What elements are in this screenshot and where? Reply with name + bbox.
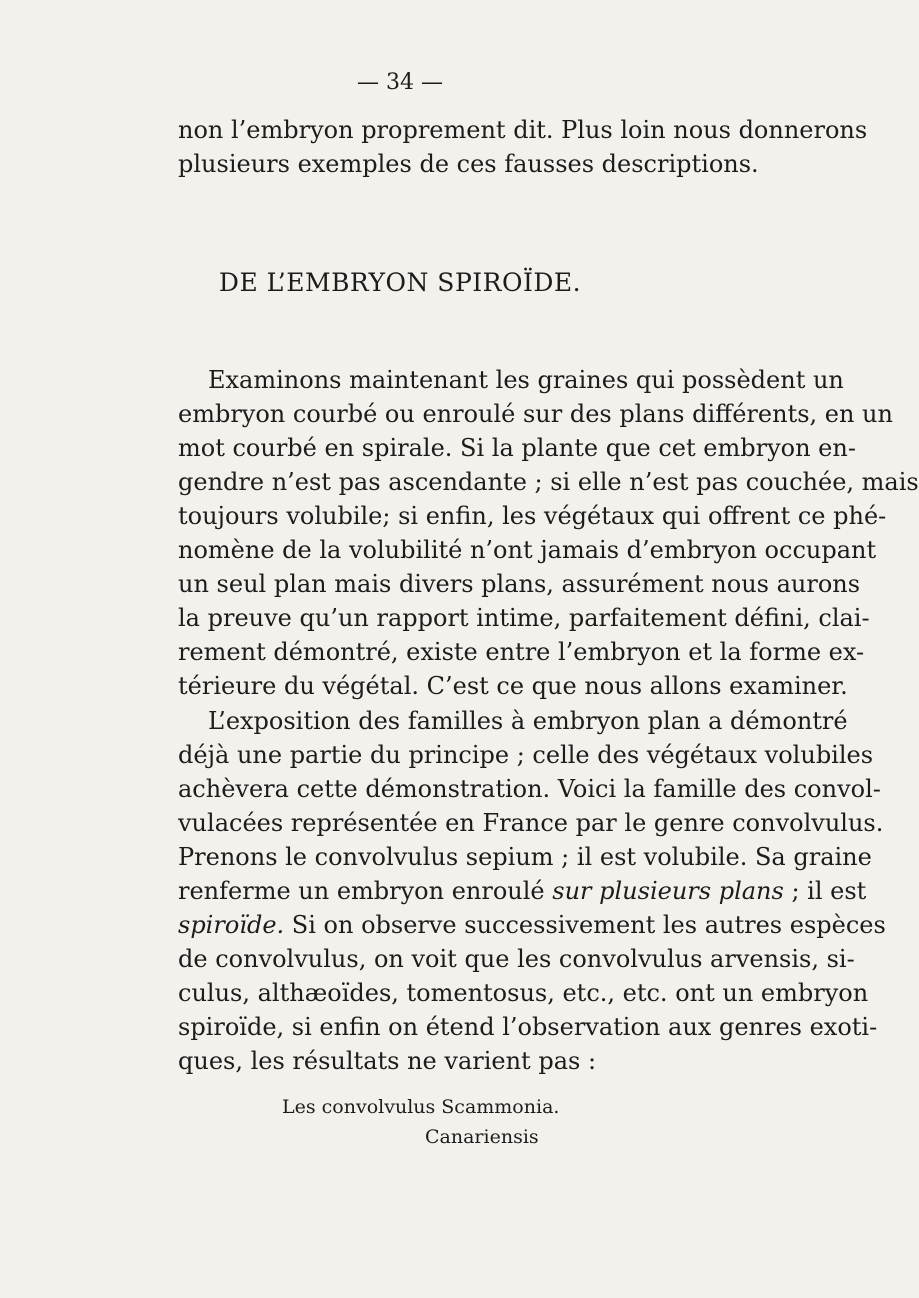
body-line: vulacées représentée en France par le genre convolvulus. [178, 809, 884, 837]
body-line: toujours volubile; si enfin, les végétaux qui offrent ce phé- [178, 502, 887, 530]
species-list-line: Les convolvulus Scammonia. [282, 1096, 560, 1118]
text-run: renferme un embryon enroulé [178, 877, 553, 905]
text-run: Si on observe successivement les autres espèces [284, 911, 886, 939]
body-line: plusieurs exemples de ces fausses descriptions. [178, 150, 759, 178]
body-line: embryon courbé ou enroulé sur des plans différents, en un [178, 400, 893, 428]
paragraph-first-line: L’exposition des familles à embryon plan a démontré [208, 707, 848, 735]
body-line: nomène de la volubilité n’ont jamais d’embryon occupant [178, 536, 877, 564]
body-line: mot courbé en spirale. Si la plante que cet embryon en- [178, 434, 856, 462]
paragraph-first-line: Examinons maintenant les graines qui possèdent un [208, 366, 844, 394]
body-line: la preuve qu’un rapport intime, parfaitement défini, clai- [178, 604, 870, 632]
body-line: de convolvulus, on voit que les convolvulus arvensis, si- [178, 945, 855, 973]
species-list-line: Canariensis [425, 1126, 539, 1148]
body-line: térieure du végétal. C’est ce que nous allons examiner. [178, 672, 848, 700]
page-number: — 34 — [357, 70, 443, 95]
body-line: ques, les résultats ne varient pas : [178, 1047, 597, 1075]
body-line: déjà une partie du principe ; celle des végétaux volubiles [178, 741, 874, 769]
body-line: non l’embryon proprement dit. Plus loin nous donnerons [178, 116, 868, 144]
body-line: Prenons le convolvulus sepium ; il est volubile. Sa graine [178, 843, 872, 871]
body-line: un seul plan mais divers plans, assurément nous aurons [178, 570, 861, 598]
body-line: culus, althæoïdes, tomentosus, etc., etc. ont un embryon [178, 979, 869, 1007]
body-line: gendre n’est pas ascendante ; si elle n’est pas couchée, mais [178, 468, 919, 496]
text-run: ; il est [783, 877, 867, 905]
body-line [178, 874, 867, 908]
section-heading: DE L’EMBRYON SPIROÏDE. [218, 268, 582, 297]
italic-text: sur plusieurs plans [552, 877, 784, 905]
italic-text: spiroïde. [178, 911, 285, 939]
body-line: spiroïde, si enfin on étend l’observation aux genres exoti- [178, 1013, 878, 1041]
body-line [178, 908, 886, 942]
body-line: achèvera cette démonstration. Voici la famille des convol- [178, 775, 881, 803]
body-line: rement démontré, existe entre l’embryon et la forme ex- [178, 638, 865, 666]
